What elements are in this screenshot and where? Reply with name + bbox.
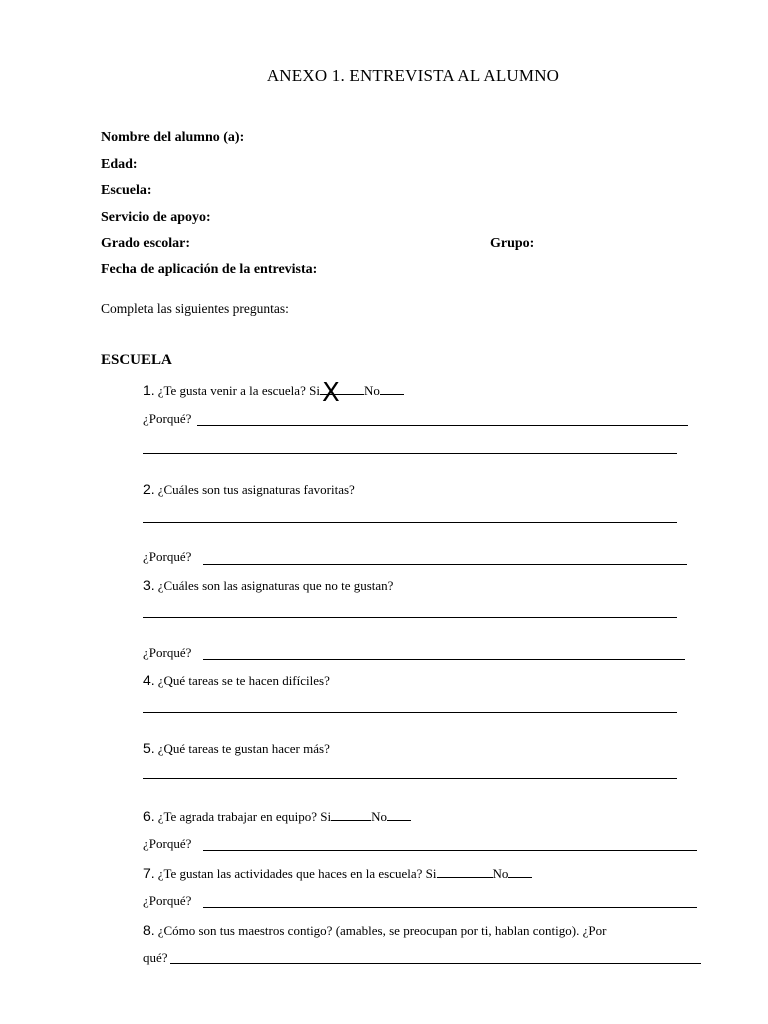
answer-line[interactable] — [143, 453, 677, 454]
answer-line[interactable] — [170, 963, 701, 964]
no-blank[interactable] — [380, 382, 404, 395]
answer-line[interactable] — [143, 712, 677, 713]
answer-line[interactable] — [203, 907, 697, 908]
answer-line[interactable] — [197, 425, 688, 426]
question-1-why: ¿Porqué? — [143, 411, 192, 426]
question-6-why: ¿Porqué? — [143, 836, 192, 851]
yes-blank[interactable] — [331, 808, 371, 821]
field-student-name: Nombre del alumno (a): — [101, 130, 245, 145]
yes-blank[interactable] — [437, 865, 493, 878]
field-age: Edad: — [101, 157, 138, 172]
question-7-why: ¿Porqué? — [143, 893, 192, 908]
answer-mark-icon: X — [322, 378, 340, 408]
no-blank[interactable] — [387, 808, 411, 821]
question-2-why: ¿Porqué? — [143, 549, 192, 564]
field-grade: Grado escolar: — [101, 236, 191, 251]
answer-line[interactable] — [203, 659, 685, 660]
question-2: 2. ¿Cuáles son tus asignaturas favoritas? — [143, 481, 355, 497]
question-8: 8. ¿Cómo son tus maestros contigo? (amables, se preocupan por ti, hablan contigo). ¿Por — [143, 922, 607, 938]
answer-line[interactable] — [143, 778, 677, 779]
field-group: Grupo: — [490, 236, 535, 251]
section-heading: ESCUELA — [101, 352, 172, 368]
field-interview-date: Fecha de aplicación de la entrevista: — [101, 262, 318, 277]
field-school: Escuela: — [101, 183, 152, 198]
question-3: 3. ¿Cuáles son las asignaturas que no te gustan? — [143, 577, 394, 593]
question-8-why: qué? — [143, 950, 168, 965]
answer-line[interactable] — [203, 850, 697, 851]
answer-line[interactable] — [143, 617, 677, 618]
answer-line[interactable] — [203, 564, 687, 565]
field-support-service: Servicio de apoyo: — [101, 210, 211, 225]
instruction-text: Completa las siguientes preguntas: — [101, 301, 289, 316]
question-4: 4. ¿Qué tareas se te hacen difíciles? — [143, 672, 330, 688]
question-1: 1. ¿Te gusta venir a la escuela? Si No — [143, 382, 404, 399]
no-blank[interactable] — [508, 865, 532, 878]
question-7: 7. ¿Te gustan las actividades que haces en la escuela? Si No — [143, 865, 532, 882]
answer-line[interactable] — [143, 522, 677, 523]
question-6: 6. ¿Te agrada trabajar en equipo? Si No — [143, 808, 411, 825]
question-5: 5. ¿Qué tareas te gustan hacer más? — [143, 740, 330, 756]
document-title: ANEXO 1. ENTREVISTA AL ALUMNO — [266, 66, 560, 85]
question-3-why: ¿Porqué? — [143, 645, 192, 660]
